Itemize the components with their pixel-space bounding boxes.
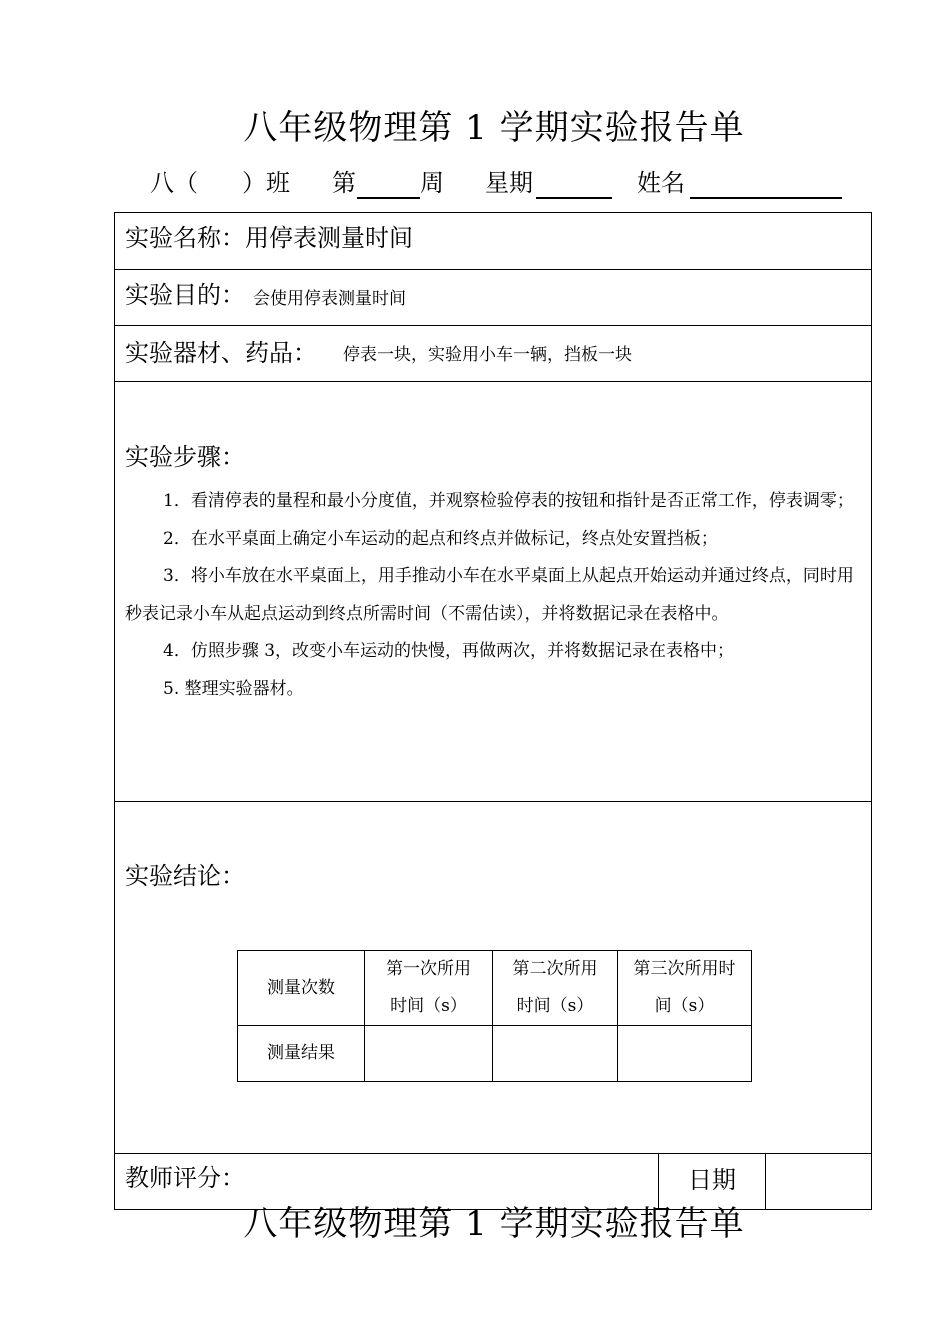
table-header-row xyxy=(238,951,752,1026)
experiment-name-label: 实验名称： xyxy=(125,224,245,252)
divider xyxy=(115,381,871,382)
result-cell[interactable] xyxy=(365,1026,493,1082)
class-prefix: 八（ xyxy=(150,169,198,197)
table-header-cell: 第一次所用 时间（s） xyxy=(365,951,493,1026)
conclusion-label: 实验结论： xyxy=(125,862,245,890)
result-cell[interactable] xyxy=(493,1026,618,1082)
table-row xyxy=(238,1026,752,1082)
steps-label: 实验步骤： xyxy=(125,443,245,471)
divider xyxy=(115,269,871,270)
step-item: 3．将小车放在水平桌面上，用手推动小车在水平桌面上从起点开始运动并通过终点，同时用秒表记录小车从起点运动到终点所需时间（不需估读），并将数据记录在表格中。 xyxy=(125,566,854,624)
result-cell[interactable] xyxy=(618,1026,752,1082)
table-header-cell: 第二次所用 时间（s） xyxy=(493,951,618,1026)
divider xyxy=(115,801,871,802)
date-label: 日期 xyxy=(688,1166,736,1194)
step-item: 4．仿照步骤 3，改变小车运动的快慢，再做两次，并将数据记录在表格中； xyxy=(163,641,735,661)
equipment-value: 停表一块，实验用小车一辆，挡板一块 xyxy=(343,345,632,365)
repeated-page-title: 八年级物理第 1 学期实验报告单 xyxy=(243,1204,745,1244)
table-header-cell: 测量次数 xyxy=(238,951,365,1026)
report-form xyxy=(114,212,872,1210)
experiment-name-value: 用停表测量时间 xyxy=(245,224,413,252)
step-item: 1．看清停表的量程和最小分度值，并观察检验停表的按钮和指针是否正常工作，停表调零； xyxy=(163,491,854,511)
weekday-blank[interactable] xyxy=(536,197,612,199)
page-title: 八年级物理第 1 学期实验报告单 xyxy=(243,108,745,148)
steps-list xyxy=(125,483,870,708)
experiment-purpose-label: 实验目的： xyxy=(125,281,245,309)
teacher-score-label: 教师评分： xyxy=(125,1164,245,1192)
week-prefix: 第 xyxy=(332,169,356,197)
weekday-label: 星期 xyxy=(485,169,533,197)
week-blank[interactable] xyxy=(357,197,420,199)
table-row-label: 测量结果 xyxy=(238,1026,365,1082)
step-item: 2．在水平桌面上确定小车运动的起点和终点并做标记，终点处安置挡板； xyxy=(163,528,718,549)
step-item: 5. 整理实验器材。 xyxy=(163,678,304,699)
measurement-table xyxy=(237,950,752,1082)
week-suffix: 周 xyxy=(420,169,444,197)
experiment-purpose-value: 会使用停表测量时间 xyxy=(253,289,406,309)
experiment-name-row xyxy=(125,218,413,253)
equipment-label: 实验器材、药品： xyxy=(125,339,317,367)
divider xyxy=(115,1153,871,1154)
class-suffix: ）班 xyxy=(242,169,290,197)
divider xyxy=(115,325,871,326)
table-header-cell: 第三次所用时 间（s） xyxy=(618,951,752,1026)
name-blank[interactable] xyxy=(690,197,842,199)
name-label: 姓名 xyxy=(637,169,685,197)
